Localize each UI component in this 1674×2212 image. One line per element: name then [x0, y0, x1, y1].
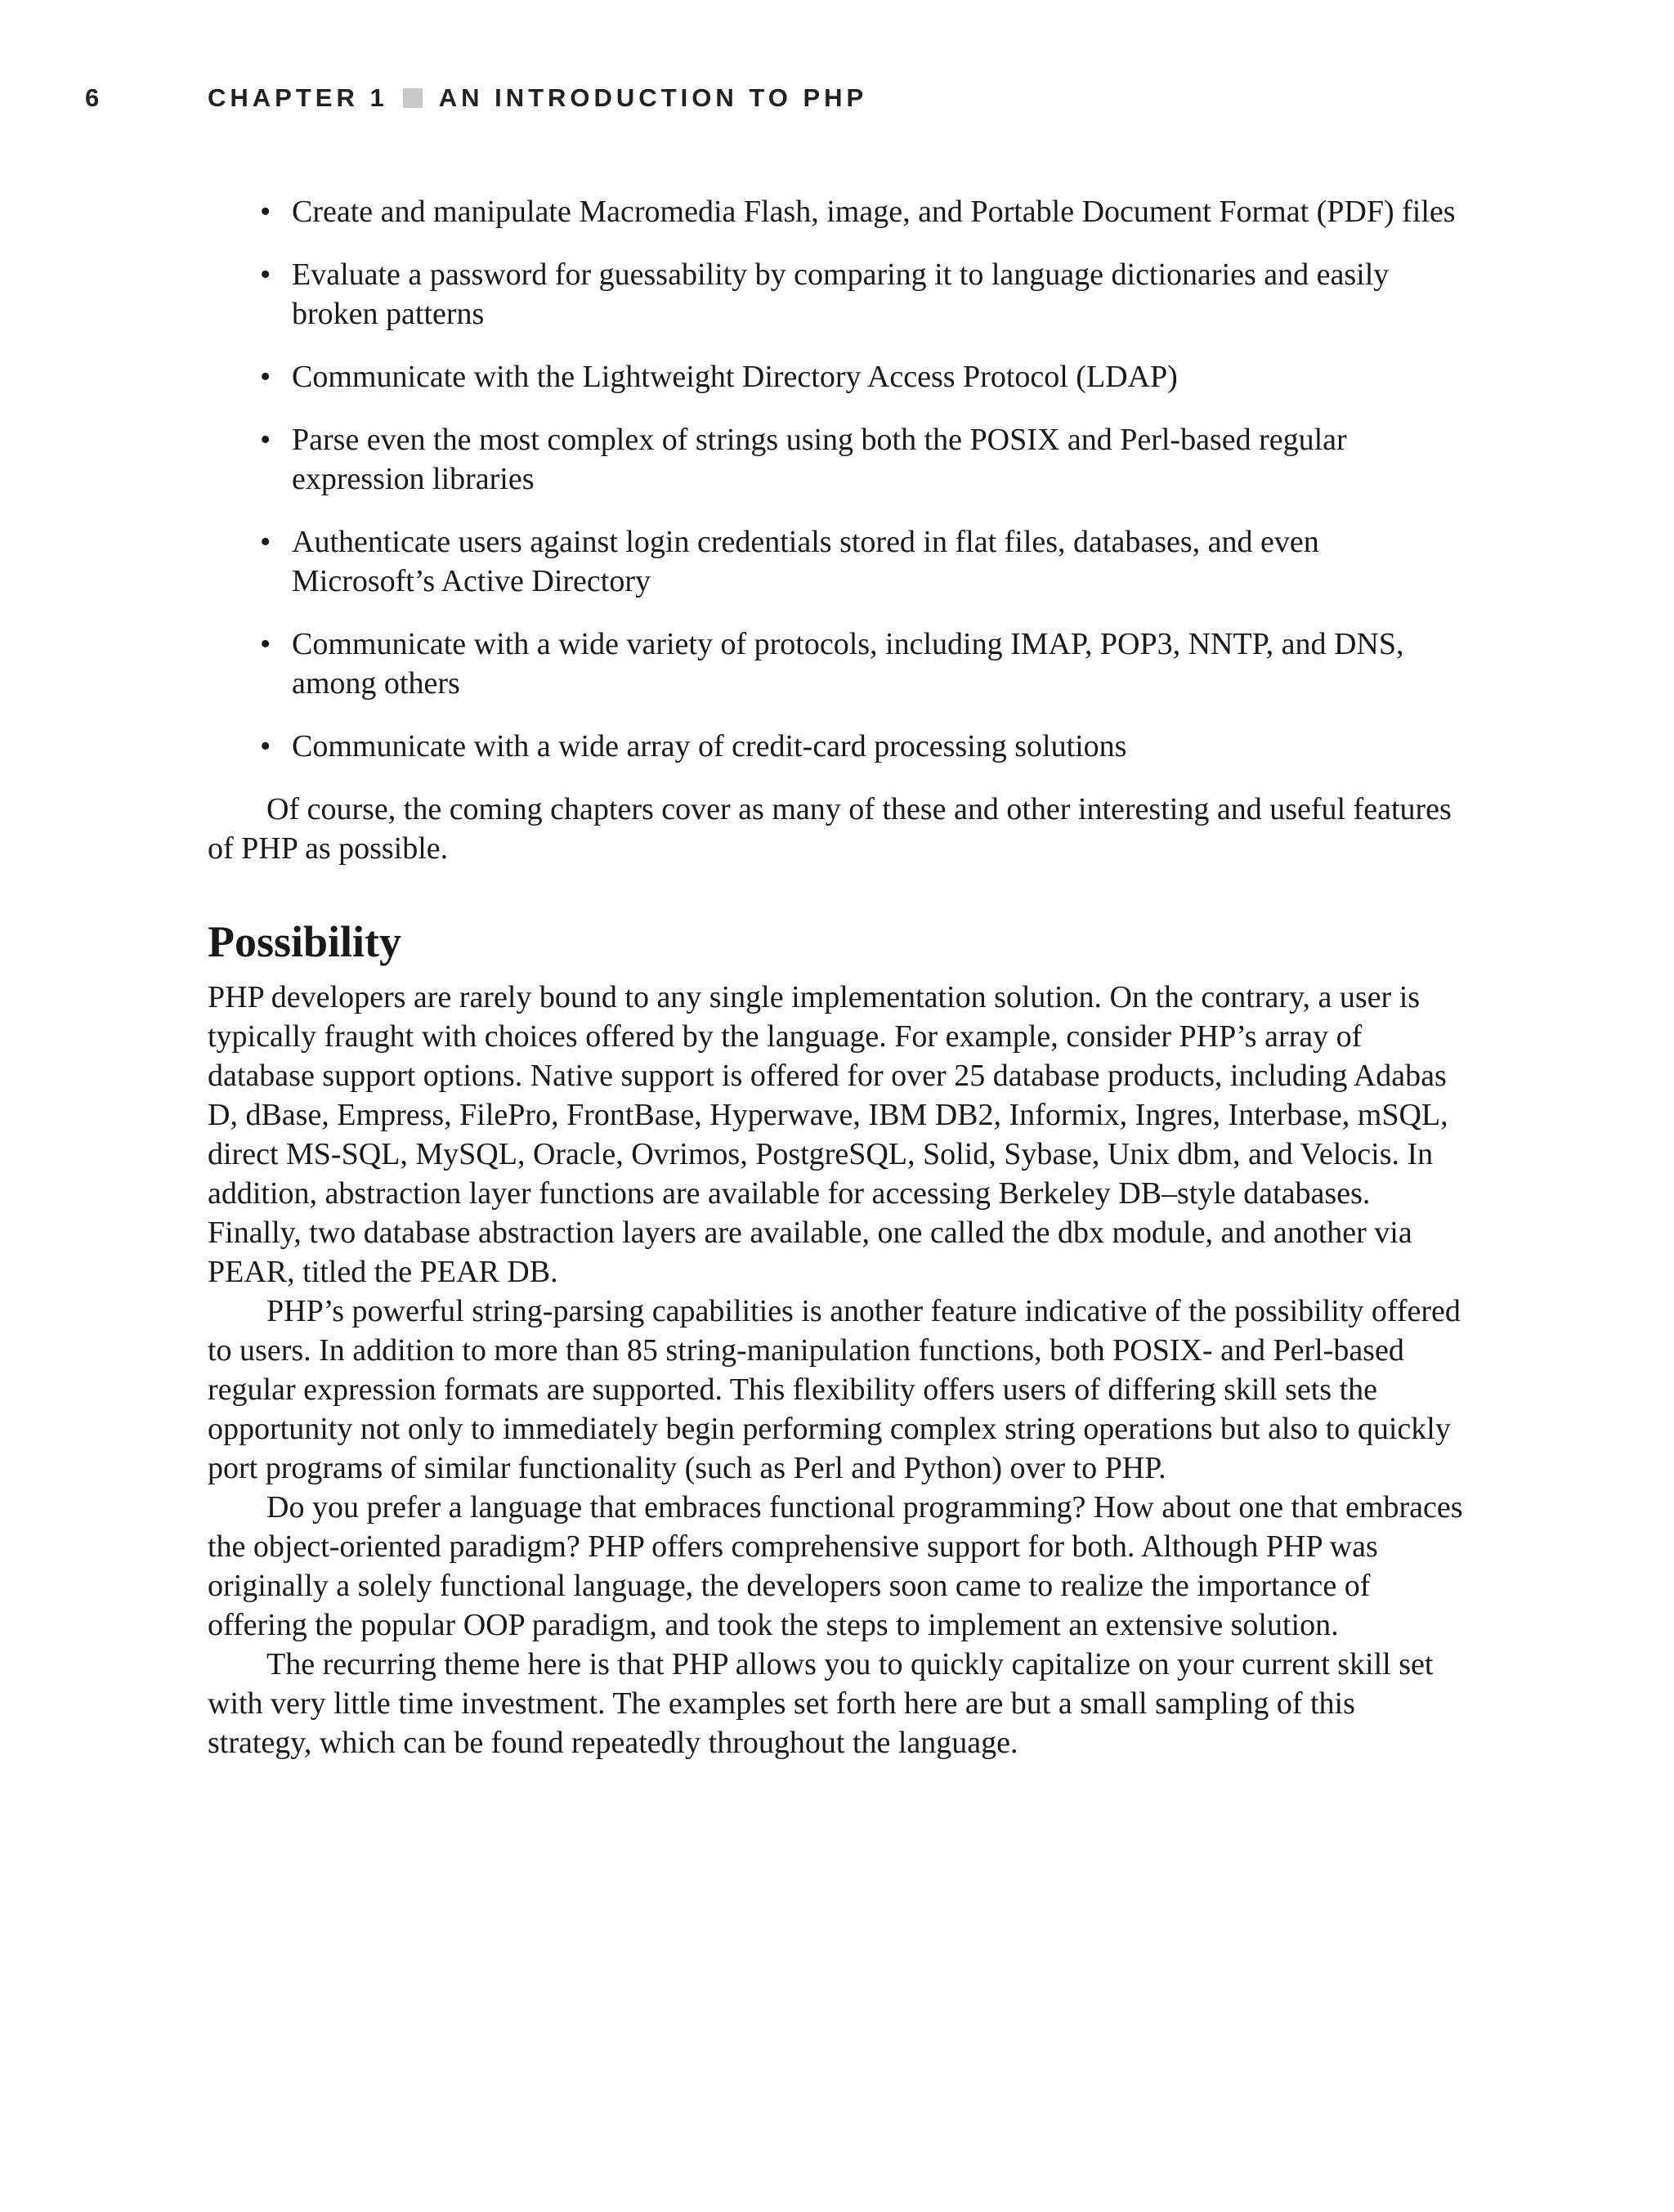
running-head	[85, 82, 867, 114]
list-item	[208, 357, 1466, 396]
list-item	[208, 727, 1466, 766]
bullet-icon: •	[260, 360, 271, 394]
list-item	[208, 192, 1466, 231]
list-item-text: Communicate with a wide variety of protocols, including IMAP, POP3, NNTP, and DNS, among others	[292, 627, 1404, 701]
bullet-icon: •	[260, 423, 271, 457]
bullet-icon: •	[260, 257, 271, 292]
list-item	[208, 522, 1466, 601]
list-item-text: Communicate with a wide array of credit-card processing solutions	[292, 729, 1127, 763]
section-heading: Possibility	[208, 917, 402, 966]
feature-bullet-list	[208, 192, 1466, 766]
page-number: 6	[85, 83, 104, 112]
list-item-text: Parse even the most complex of strings using both the POSIX and Perl-based regular expression libraries	[292, 423, 1347, 496]
page-body	[208, 192, 1466, 1762]
list-item	[208, 420, 1466, 499]
chapter-title: AN INTRODUCTION TO PHP	[438, 83, 868, 112]
list-item-text: Authenticate users against login credentials stored in flat files, databases, and even Microsoft’s Active Directory	[292, 525, 1319, 598]
list-item-text: Communicate with the Lightweight Directory Access Protocol (LDAP)	[292, 360, 1178, 394]
body-paragraph: Do you prefer a language that embraces functional programming? How about one that embraces the object-oriented paradigm? PHP offers comprehensive support for both. Although PHP was originally a solely functional language, the developers soon came to realize the importance of offering the popular OOP paradigm, and took the steps to implement an extensive solution.	[208, 1490, 1463, 1642]
list-item-text: Evaluate a password for guessability by comparing it to language dictionaries and easily broken patterns	[292, 257, 1390, 331]
list-item-text: Create and manipulate Macromedia Flash, image, and Portable Document Format (PDF) files	[292, 195, 1456, 229]
bullet-icon: •	[260, 627, 271, 661]
body-paragraph: PHP’s powerful string-parsing capabilities is another feature indicative of the possibility offered to users. In addition to more than 85 string-manipulation functions, both POSIX- and Perl-based regular expression formats are supported. This flexibility offers users of differing skill sets the opportunity not only to immediately begin performing complex string operations but also to quickly port programs of similar functionality (such as Perl and Python) over to PHP.	[208, 1294, 1461, 1485]
chapter-label: CHAPTER 1	[208, 83, 388, 112]
body-paragraph: PHP developers are rarely bound to any single implementation solution. On the contrary, a user is typically fraught with choices offered by the language. For example, consider PHP’s array of database support options. Native support is offered for over 25 database products, including Adabas D, dBase, Empress, FilePro, FrontBase, Hyperwave, IBM DB2, Informix, Ingres, Interbase, mSQL, direct MS-SQL, MySQL, Oracle, Ovrimos, PostgreSQL, Solid, Sybase, Unix dbm, and Velocis. In addition, abstraction layer functions are available for accessing Berkeley DB–style databases. Finally, two database abstraction layers are available, one called the dbx module, and another via PEAR, titled the PEAR DB.	[208, 980, 1448, 1289]
body-paragraph: The recurring theme here is that PHP allows you to quickly capitalize on your current skill set with very little time investment. The examples set forth here are but a small sampling of this strategy, which can be found repeatedly throughout the language.	[208, 1647, 1434, 1760]
bullet-icon: •	[260, 525, 271, 559]
intro-paragraph: Of course, the coming chapters cover as many of these and other interesting and useful features of PHP as possible.	[208, 792, 1452, 866]
list-item	[208, 255, 1466, 334]
list-item	[208, 625, 1466, 703]
bullet-icon: •	[260, 729, 271, 763]
bullet-icon: •	[260, 195, 271, 229]
square-separator-icon	[403, 88, 423, 108]
